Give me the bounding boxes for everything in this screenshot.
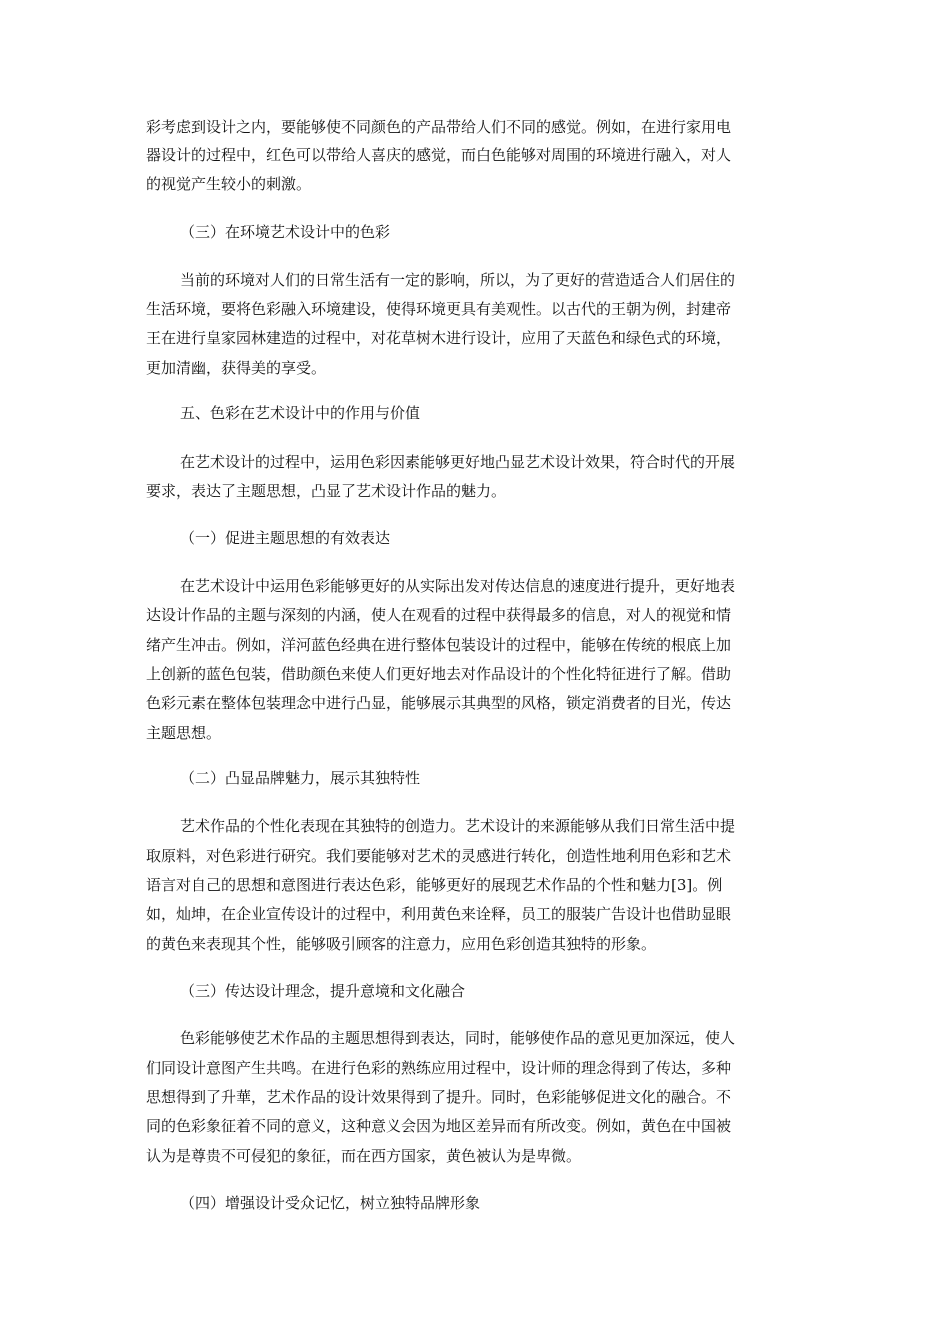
paragraph-line: 的视觉产生较小的刺激。: [146, 175, 312, 193]
paragraph-line: 当前的环境对人们的日常生活有一定的影响，所以，为了更好的营造适合人们居住的: [180, 271, 736, 289]
paragraph-line: 上创新的蓝色包装，借助颜色来使人们更好地去对作品设计的个性化特征进行了解。借助: [146, 665, 732, 683]
paragraph-line: 如，灿坤，在企业宣传设计的过程中，利用黄色来诠释，员工的服装广告设计也借助显眼: [146, 905, 732, 923]
section-heading: （三）在环境艺术设计中的色彩: [180, 223, 391, 241]
paragraph-line: 彩考虑到设计之内，要能够使不同颜色的产品带给人们不同的感觉。例如，在进行家用电: [146, 118, 732, 136]
paragraph-line: 在艺术设计的过程中，运用色彩因素能够更好地凸显艺术设计效果，符合时代的开展: [180, 453, 736, 471]
paragraph-line: 思想得到了升華，艺术作品的设计效果得到了提升。同时，色彩能够促进文化的融合。不: [146, 1088, 732, 1106]
paragraph-line: 们同设计意图产生共鸣。在进行色彩的熟练应用过程中，设计师的理念得到了传达，多种: [146, 1059, 732, 1077]
paragraph-line: 色彩元素在整体包装理念中进行凸显，能够展示其典型的风格，锁定消费者的目光，传达: [146, 694, 732, 712]
paragraph-line: 的黄色来表现其个性，能够吸引顾客的注意力，应用色彩创造其独特的形象。: [146, 935, 657, 953]
paragraph-line: 王在进行皇家园林建造的过程中，对花草树木进行设计，应用了天蓝色和绿色式的环境，: [146, 329, 732, 347]
section-heading: （四）增强设计受众记忆，树立独特品牌形象: [180, 1194, 481, 1212]
paragraph-line: 器设计的过程中，红色可以带给人喜庆的感觉，而白色能够对周围的环境进行融入，对人: [146, 146, 732, 164]
section-heading: （二）凸显品牌魅力，展示其独特性: [180, 769, 421, 787]
section-heading: （三）传达设计理念，提升意境和文化融合: [180, 982, 466, 1000]
paragraph-line: 更加清幽，获得美的享受。: [146, 359, 327, 377]
paragraph-line: 达设计作品的主题与深刻的内涵，使人在观看的过程中获得最多的信息，对人的视觉和情: [146, 606, 732, 624]
paragraph-line: 在艺术设计中运用色彩能够更好的从实际出发对传达信息的速度进行提升，更好地表: [180, 577, 736, 595]
paragraph-line: 色彩能够使艺术作品的主题思想得到表达，同时，能够使作品的意见更加深远，使人: [180, 1029, 736, 1047]
paragraph-line: 认为是尊贵不可侵犯的象征，而在西方国家，黄色被认为是卑微。: [146, 1147, 582, 1165]
paragraph-line: 语言对自己的思想和意图进行表达色彩，能够更好的展现艺术作品的个性和魅力[3]。例: [146, 876, 723, 894]
paragraph-line: 生活环境，要将色彩融入环境建设，使得环境更具有美观性。以古代的王朝为例，封建帝: [146, 300, 732, 318]
paragraph-line: 主题思想。: [146, 724, 222, 742]
section-heading: （一）促进主题思想的有效表达: [180, 529, 391, 547]
section-heading: 五、色彩在艺术设计中的作用与价值: [180, 404, 421, 422]
paragraph-line: 绪产生冲击。例如，洋河蓝色经典在进行整体包装设计的过程中，能够在传统的根底上加: [146, 636, 732, 654]
paragraph-line: 取原料，对色彩进行研究。我们要能够对艺术的灵感进行转化，创造性地利用色彩和艺术: [146, 847, 732, 865]
paragraph-line: 同的色彩象征着不同的意义，这种意义会因为地区差异而有所改变。例如，黄色在中国被: [146, 1117, 732, 1135]
paragraph-line: 艺术作品的个性化表现在其独特的创造力。艺术设计的来源能够从我们日常生活中提: [180, 817, 736, 835]
paragraph-line: 要求，表达了主题思想，凸显了艺术设计作品的魅力。: [146, 482, 507, 500]
